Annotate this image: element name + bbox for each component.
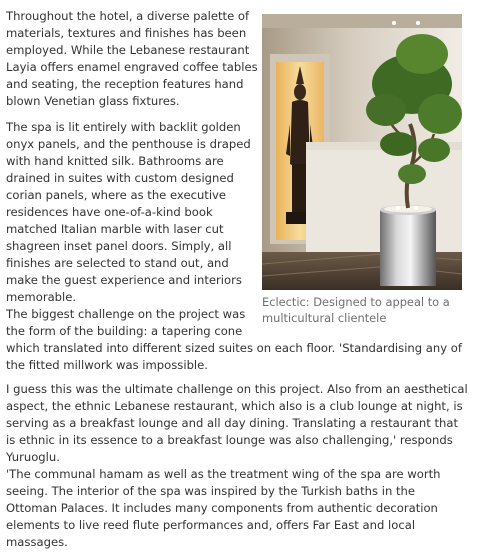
interior-scene-illustration — [262, 14, 462, 290]
photo-figure — [262, 14, 462, 326]
paragraph-restaurant: I guess this was the ultimate challenge on this project. Also from an aesthetical aspect, the ethnic Lebanese restaurant, which also is a club lounge at night, is serving as a breakfast lounge and all day dining. Translating a restaurant that is ethnic in its essence to a breakfast lounge was also challenging,' responds Yuruoglu. — [6, 382, 468, 464]
photo-caption: Eclectic: Designed to appeal to a multicultural clientele — [262, 295, 450, 325]
paragraph-materials: Throughout the hotel, a diverse palette of materials, textures and finishes has been employed. While the Lebanese restaurant Layia offers enamel engraved coffee tables and seating, the reception features hand blown Venetian glass fixtures. — [6, 9, 258, 108]
paragraph-hamam: 'The communal hamam as well as the treatment wing of the spa are worth seeing. The interior of the spa was inspired by the Turkish baths in the Ottoman Palaces. It includes many components from authentic decoration elements to live reed flute performances and, offers Far East and local massages. — [6, 467, 441, 549]
paragraph-challenge-start: The biggest challenge on the project was the form of the building: a tapering cone — [6, 307, 246, 338]
paragraph-challenge-end: which translated into different sized suites on each floor. 'Standardising any of the fitted millwork was impossible. — [6, 341, 462, 372]
paragraph-spa-finishes: The spa is lit entirely with backlit golden onyx panels, and the penthouse is draped with hand knitted silk. Bathrooms are drained in suites with custom designed corian panels, where as the executive residences have one-of-a-kind book matched Italian marble with laser cut shagreen inset panel doors. Simply, all finishes are selected to stand out, and make the guest experience and interiors memorable. — [6, 120, 251, 304]
steel-planter-icon — [380, 205, 436, 286]
interior-photo — [262, 14, 462, 290]
